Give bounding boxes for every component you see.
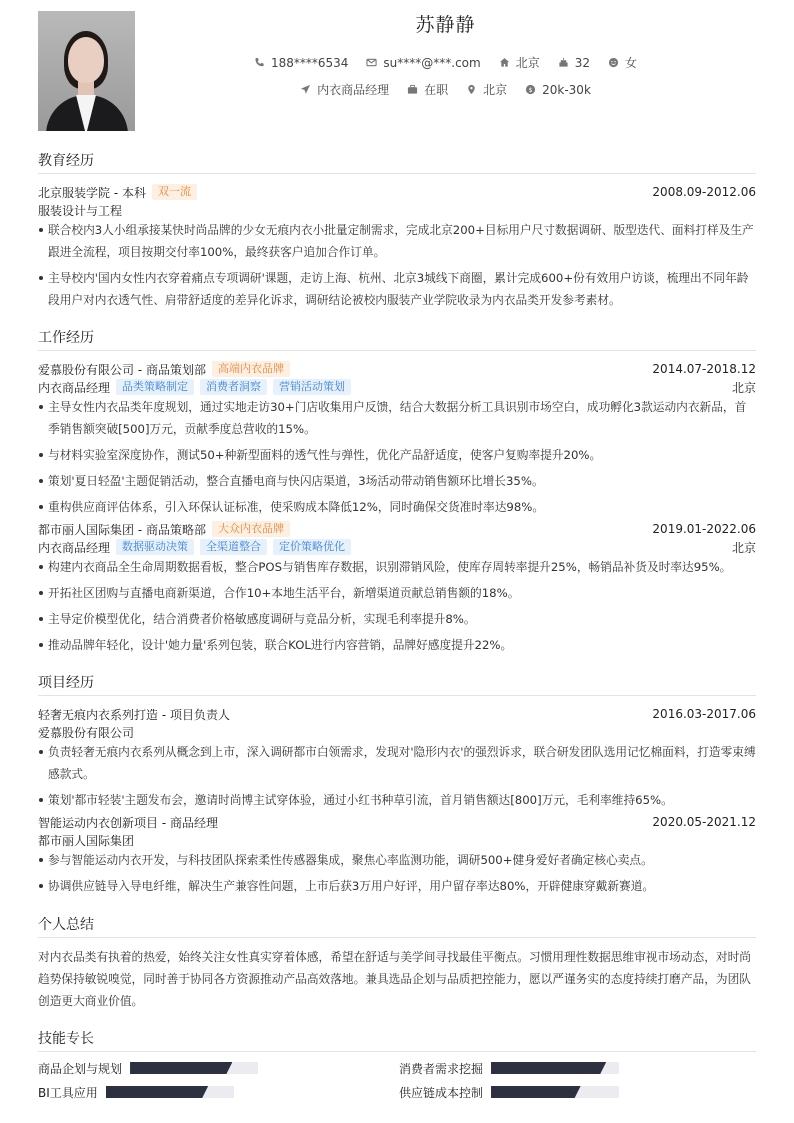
- status-info: [407, 81, 448, 98]
- project-bullets: [38, 741, 756, 811]
- section-title: 工作经历: [38, 327, 756, 351]
- job-role: 内衣商品经理: [38, 540, 111, 555]
- contact-info-row: [135, 54, 756, 71]
- list-item: 重构供应商评估体系，引入环保认证标准，使采购成本降低12%，同时确保交货准时率达98%。: [38, 496, 756, 518]
- job-bullets: [38, 556, 756, 656]
- skill-bar: [491, 1062, 619, 1074]
- job-role-row: [38, 538, 756, 556]
- skills-section: [38, 1028, 756, 1099]
- work-section: [38, 327, 756, 660]
- job-bullets: [38, 396, 756, 518]
- phone-info: [254, 54, 348, 71]
- skill-tag: 全渠道整合: [200, 539, 267, 555]
- project-org-row: [38, 831, 756, 849]
- job-city: 北京: [731, 540, 756, 555]
- send-icon: [300, 84, 311, 95]
- company-name: 爱慕股份有限公司 - 商品策划部: [38, 362, 206, 377]
- phone-text: 188****6534: [270, 55, 349, 70]
- target-city-info: [466, 81, 507, 98]
- education-header-row: [38, 183, 756, 201]
- list-item: 推动品牌年轻化，设计'她力量'系列包装，联合KOL进行内容营销，品牌好感度提升22%。: [38, 634, 756, 656]
- list-item: 协调供应链导入导电纤维，解决生产兼容性问题，上市后获3万用户好评，用户留存率达80%，开辟健康穿戴新赛道。: [38, 875, 756, 897]
- skill-tag: 营销活动策划: [273, 379, 351, 395]
- money-icon: [525, 84, 536, 95]
- list-item: 与材料实验室深度协作，测试50+种新型面料的透气性与弹性，优化产品舒适度，使客户复购率提升20%。: [38, 444, 756, 466]
- svg-text:$: $: [528, 85, 533, 94]
- job-header-row: [38, 360, 756, 378]
- skill-bar-fill: [491, 1086, 581, 1098]
- job-date: 2014.07-2018.12: [652, 362, 756, 376]
- skills-grid: [38, 1052, 756, 1099]
- salary-text: 20k-30k: [542, 82, 591, 97]
- major: 服装设计与工程: [38, 203, 123, 218]
- skill-tag: 数据驱动决策: [116, 539, 194, 555]
- candidate-name: 苏静静: [415, 14, 476, 36]
- school-tag: 双一流: [152, 184, 197, 200]
- skill-name: 商品企划与规划: [38, 1061, 123, 1076]
- list-item: 主导校内'国内女性内衣穿着痛点专项调研'课题，走访上海、杭州、北京3城线下商圈，累计完成600+份有效用户访谈，梳理出不同年龄段用户对内衣透气性、肩带舒适度的差异化诉求，调研结论被校内服装产业学院收录为内衣品类开发参考素材。: [38, 267, 756, 311]
- home-icon: [499, 57, 510, 68]
- list-item: 策划'夏日轻盈'主题促销活动，整合直播电商与快闪店渠道，3场活动带动销售额环比增长35%。: [38, 470, 756, 492]
- skill-bar: [130, 1062, 258, 1074]
- job-header-row: [38, 520, 756, 538]
- section-title: 教育经历: [38, 150, 756, 174]
- education-bullets: [38, 219, 756, 311]
- project-bullets: [38, 849, 756, 897]
- major-row: [38, 201, 756, 219]
- section-title: 项目经历: [38, 672, 756, 696]
- skill-item: [399, 1085, 756, 1099]
- skill-bar: [106, 1086, 234, 1098]
- status-text: 在职: [424, 83, 449, 97]
- job-date: 2019.01-2022.06: [652, 522, 756, 536]
- gender-text: 女: [625, 56, 638, 70]
- job-role: 内衣商品经理: [38, 380, 111, 395]
- list-item: 主导女性内衣品类年度规划，通过实地走访30+门店收集用户反馈，结合大数据分析工具识别市场空白，成功孵化3款运动内衣新品，首季销售额突破[500]万元，贡献季度总营收的15%。: [38, 396, 756, 440]
- list-item: 主导定价模型优化，结合消费者价格敏感度调研与竞品分析，实现毛利率提升8%。: [38, 608, 756, 630]
- skill-item: [399, 1061, 756, 1075]
- phone-icon: [254, 57, 265, 68]
- email-text: su****@***.com: [383, 55, 481, 70]
- briefcase-icon: [407, 84, 418, 95]
- cake-icon: [558, 57, 569, 68]
- profile-photo: [38, 11, 135, 131]
- company-tag: 高端内衣品牌: [212, 361, 290, 377]
- list-item: 参与智能运动内衣开发，与科技团队探索柔性传感器集成，聚焦心率监测功能，调研500+健身爱好者确定核心卖点。: [38, 849, 756, 871]
- project-name: 轻奢无痕内衣系列打造 - 项目负责人: [38, 707, 230, 722]
- project-name: 智能运动内衣创新项目 - 商品经理: [38, 815, 218, 830]
- location-pin-icon: [466, 84, 477, 95]
- project-date: 2016.03-2017.06: [652, 707, 756, 721]
- gender-info: [608, 54, 637, 71]
- position-text: 内衣商品经理: [317, 83, 390, 97]
- school-name: 北京服装学院 - 本科: [38, 185, 146, 200]
- list-item: 策划'都市轻装'主题发布会，邀请时尚博主试穿体验，通过小红书种草引流，首月销售额达[800]万元，毛利率维持65%。: [38, 789, 756, 811]
- section-title: 个人总结: [38, 914, 756, 938]
- skill-item: [38, 1061, 399, 1075]
- age-info: [558, 54, 590, 71]
- company-tag: 大众内衣品牌: [212, 521, 290, 537]
- city-info: [499, 54, 540, 71]
- job-role-row: [38, 378, 756, 396]
- education-date: 2008.09-2012.06: [652, 185, 756, 199]
- salary-info: [525, 81, 591, 98]
- list-item: 开拓社区团购与直播电商新渠道，合作10+本地生活平台，新增渠道贡献总销售额的18%。: [38, 582, 756, 604]
- skill-tag: 消费者洞察: [200, 379, 267, 395]
- smile-icon: [608, 57, 619, 68]
- intention-info-row: [135, 81, 756, 98]
- skill-bar-fill: [106, 1086, 208, 1098]
- projects-section: [38, 672, 756, 901]
- resume-page: [38, 0, 756, 1123]
- target-city-text: 北京: [483, 83, 508, 97]
- project-org: 都市丽人国际集团: [38, 833, 135, 848]
- skill-name: BI工具应用: [38, 1085, 98, 1100]
- mail-icon: [366, 57, 377, 68]
- email-info: [366, 54, 480, 71]
- skill-tag: 品类策略制定: [116, 379, 194, 395]
- skill-name: 供应链成本控制: [399, 1085, 484, 1100]
- skill-name: 消费者需求挖掘: [399, 1061, 484, 1076]
- education-section: [38, 150, 756, 315]
- company-name: 都市丽人国际集团 - 商品策略部: [38, 522, 206, 537]
- list-item: 构建内衣商品全生命周期数据看板，整合POS与销售库存数据，识别滞销风险，使库存周转率提升25%，畅销品补货及时率达95%。: [38, 556, 756, 578]
- skill-item: [38, 1085, 399, 1099]
- list-item: 负责轻奢无痕内衣系列从概念到上市，深入调研都市白领需求，发现对'隐形内衣'的强烈诉求，联合研发团队选用记忆棉面料，打造零束缚感款式。: [38, 741, 756, 785]
- project-header-row: [38, 705, 756, 723]
- skill-bar-fill: [130, 1062, 232, 1074]
- position-info: [300, 81, 389, 98]
- section-title: 技能专长: [38, 1028, 756, 1052]
- list-item: 联合校内3人小组承接某快时尚品牌的少女无痕内衣小批量定制需求，完成北京200+目标用户尺寸数据调研、版型迭代、面料打样及生产跟进全流程，项目按期交付率100%，最终获客户追加合作订单。: [38, 219, 756, 263]
- project-org: 爱慕股份有限公司: [38, 725, 135, 740]
- skill-bar: [491, 1086, 619, 1098]
- project-org-row: [38, 723, 756, 741]
- age-text: 32: [574, 55, 591, 70]
- project-date: 2020.05-2021.12: [652, 815, 756, 829]
- skill-tag: 定价策略优化: [273, 539, 351, 555]
- city-text: 北京: [515, 56, 540, 70]
- summary-text: 对内衣品类有执着的热爱，始终关注女性真实穿着体感，希望在舒适与美学间寻找最佳平衡点。习惯用理性数据思维审视市场动态，对时尚趋势保持敏锐嗅觉，同时善于协同各方资源推动产品高效落地。兼具选品企划与品质把控能力，愿以严谨务实的态度持续打磨产品，为团队创造更大商业价值。: [38, 950, 751, 1008]
- project-header-row: [38, 813, 756, 831]
- job-city: 北京: [731, 380, 756, 395]
- skill-bar-fill: [491, 1062, 606, 1074]
- summary-section: [38, 914, 756, 1012]
